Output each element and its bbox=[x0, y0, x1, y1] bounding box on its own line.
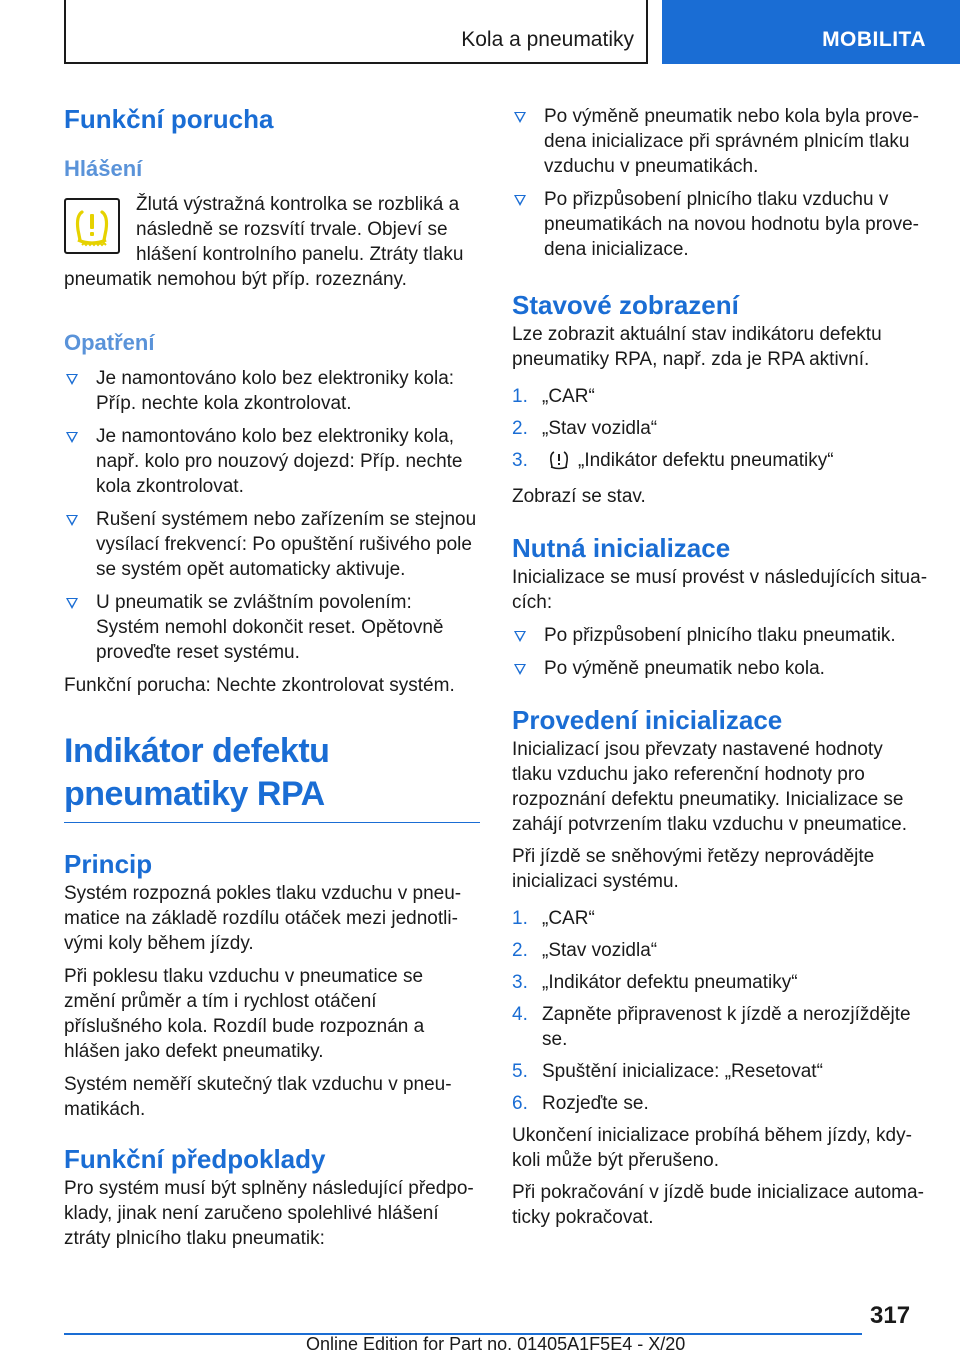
prereq-list bbox=[512, 104, 928, 262]
init-needed-list bbox=[512, 623, 928, 681]
prereq-heading: Funkční předpoklady bbox=[64, 1144, 326, 1174]
left-column bbox=[64, 96, 480, 1251]
chapter-title: Kola a pneumatiky bbox=[461, 28, 634, 51]
list-item: Po přizpůsobení plnicího tlaku pneumatik. bbox=[512, 623, 928, 648]
measures-list bbox=[64, 366, 480, 665]
list-item: Je namontováno kolo bez elektroniky kola: Příp. nechte kola zkontrolovat. bbox=[64, 366, 480, 416]
report-text: Žlutá výstražná kontrolka se rozbliká a následně se rozsvítí trvale. Objeví se hlášení kontrolního panelu. Ztráty tlaku pneumatik nemohou být příp. rozeznány. bbox=[64, 194, 464, 290]
triangle-bullet-icon bbox=[66, 374, 78, 385]
triangle-bullet-icon bbox=[514, 112, 526, 123]
list-item: Je namontováno kolo bez elektroniky kola, např. kolo pro nouzový dojezd: Příp. nechte kola zkontrolovat. bbox=[64, 424, 480, 499]
step-item: 5. Spuštění inicializace: „Resetovat“ bbox=[512, 1061, 823, 1082]
page-number: 317 bbox=[870, 1302, 911, 1329]
list-item: Po výměně pneumatik nebo kola byla provedena inicializace při správném plnicím tlaku vzduchu v pneumatikách. bbox=[512, 104, 928, 179]
init-steps bbox=[512, 906, 928, 1116]
triangle-bullet-icon bbox=[66, 432, 78, 443]
edition-note: Online Edition for Part no. 01405A1F5E4 - X/20 bbox=[306, 1334, 686, 1354]
prereq-text: Pro systém musí být splněny následující předpoklady, jinak není zaručeno spolehlivé hlášení ztráty plnicího tlaku pneumatik: bbox=[64, 1178, 474, 1249]
report-block bbox=[64, 192, 480, 292]
list-item: Po přizpůsobení plnicího tlaku vzduchu v pneumatikách na novou hodnotu byla provedena inicializace. bbox=[512, 187, 928, 262]
triangle-bullet-icon bbox=[66, 598, 78, 609]
init-needed-text: Inicializace se musí provést v následujících situacích: bbox=[512, 567, 928, 613]
triangle-bullet-icon bbox=[514, 664, 526, 675]
right-column bbox=[512, 104, 928, 1230]
list-item: U pneumatik se zvláštním povolením: Systém nemohl dokončit reset. Opětovně proveďte reset systému. bbox=[64, 590, 480, 665]
step-item: 1. „CAR“ bbox=[512, 908, 595, 929]
section-tab bbox=[662, 0, 960, 64]
step-item: 1. „CAR“ bbox=[512, 386, 595, 407]
principle-p3: Systém neměří skutečný tlak vzduchu v pneumatikách. bbox=[64, 1074, 452, 1120]
status-text: Lze zobrazit aktuální stav indikátoru defektu pneumatiky RPA, např. zda je RPA aktivní. bbox=[512, 324, 882, 370]
status-heading: Stavové zobrazení bbox=[512, 290, 739, 320]
triangle-bullet-icon bbox=[514, 631, 526, 642]
report-heading: Hlášení bbox=[64, 156, 143, 181]
malfunction-note: Funkční porucha: Nechte zkontrolovat systém. bbox=[64, 675, 455, 696]
init-p2: Při jízdě se sněhovými řetězy neprovádějte inicializaci systému. bbox=[512, 846, 875, 892]
step-item: 6. Rozjeďte se. bbox=[512, 1093, 649, 1114]
tire-pressure-warning-icon bbox=[64, 198, 120, 254]
malfunction-heading: Funkční porucha bbox=[64, 104, 274, 134]
step-item: 2. „Stav vozidla“ bbox=[512, 418, 658, 439]
principle-p1: Systém rozpozná pokles tlaku vzduchu v pneumatice na základě rozdílu otáček mezi jednotlivými koly během jízdy. bbox=[64, 883, 462, 954]
init-heading: Provedení inicializace bbox=[512, 705, 783, 735]
measures-heading: Opatření bbox=[64, 330, 155, 355]
chapter-heading-block bbox=[64, 730, 480, 823]
init-p3: Ukončení inicializace probíhá během jízdy, kdykoli může být přerušeno. bbox=[512, 1125, 912, 1171]
init-needed-heading: Nutná inicializace bbox=[512, 533, 731, 563]
section-label: MOBILITA bbox=[822, 28, 926, 51]
list-item: Po výměně pneumatik nebo kola. bbox=[512, 656, 928, 681]
chapter-heading: Indikátor defektu pneumatiky RPA bbox=[64, 732, 330, 813]
principle-heading: Princip bbox=[64, 849, 153, 879]
triangle-bullet-icon bbox=[514, 195, 526, 206]
step-item: 3. „Indikátor defektu pneumatiky“ bbox=[512, 448, 928, 477]
status-steps bbox=[512, 384, 928, 477]
status-result: Zobrazí se stav. bbox=[512, 486, 646, 507]
tire-pressure-icon bbox=[548, 450, 570, 477]
step-item: 2. „Stav vozidla“ bbox=[512, 940, 658, 961]
init-p4: Při pokračování v jízdě bude inicializace automaticky pokračovat. bbox=[512, 1182, 924, 1228]
init-p1: Inicializací jsou převzaty nastavené hodnoty tlaku vzduchu jako referenční hodnoty pro rozpoznání defektu pneumatiky. Inicializace se zahájí potvrzením tlaku vzduchu v pneumatice. bbox=[512, 739, 907, 835]
list-item: Rušení systémem nebo zařízením se stejnou vysílací frekvencí: Po opuštění rušivého pole se systém opět automaticky aktivuje. bbox=[64, 507, 480, 582]
step-item: 4. Zapněte připravenost k jízdě a nerozjíždějte se. bbox=[512, 1004, 911, 1050]
header-chapter-box bbox=[64, 0, 648, 64]
triangle-bullet-icon bbox=[66, 515, 78, 526]
step-item: 3. „Indikátor defektu pneumatiky“ bbox=[512, 972, 798, 993]
principle-p2: Při poklesu tlaku vzduchu v pneumatice se změní průměr a tím i rychlost otáčení příslušného kola. Rozdíl bude rozpoznán a hlášen jako defekt pneumatiky. bbox=[64, 966, 425, 1062]
